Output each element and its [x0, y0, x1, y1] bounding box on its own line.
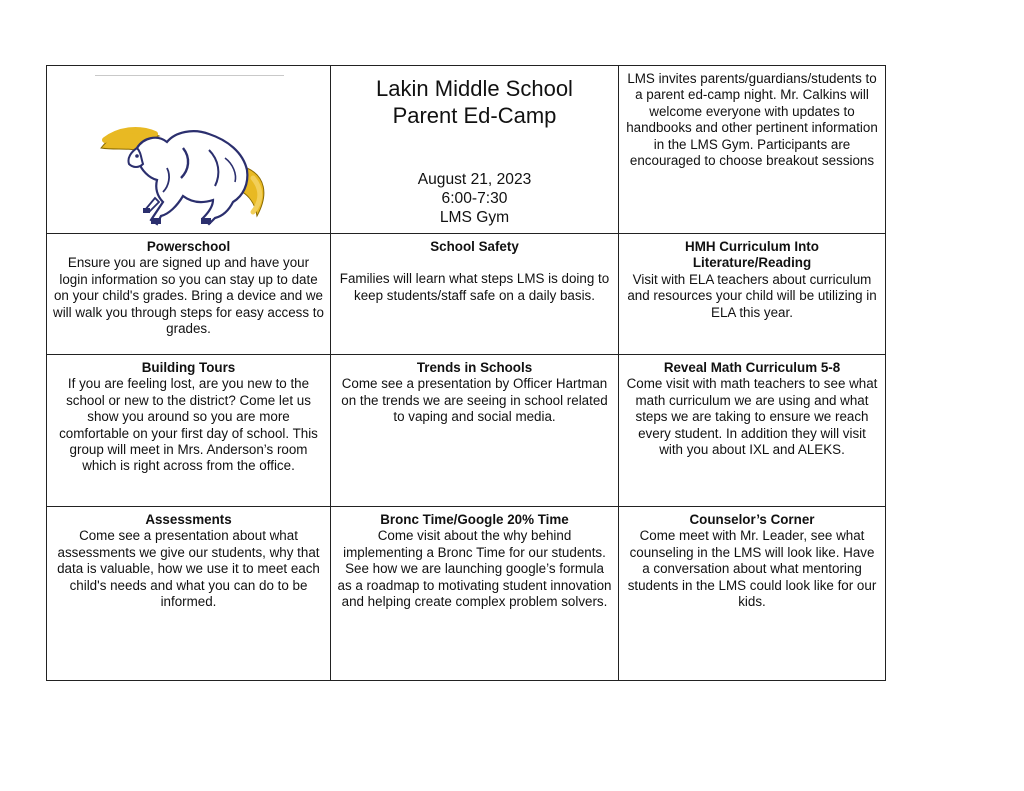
session-title: Bronc Time/Google 20% Time — [380, 512, 569, 527]
page-title: Lakin Middle School — [376, 76, 573, 101]
divider-line — [95, 75, 284, 76]
session-bronc-time — [331, 507, 619, 681]
session-title: Counselor’s Corner — [689, 512, 815, 527]
session-hmh-curriculum — [619, 234, 886, 355]
bronco-mascot-icon — [97, 98, 272, 228]
event-location: LMS Gym — [439, 209, 510, 226]
session-title: Reveal Math Curriculum 5-8 — [663, 360, 841, 375]
session-reveal-math — [619, 355, 886, 507]
event-date: August 21, 2023 — [417, 171, 532, 188]
session-powerschool — [47, 234, 331, 355]
logo-cell — [47, 66, 331, 234]
session-title: Assessments — [145, 512, 232, 527]
session-school-safety — [331, 234, 619, 355]
session-description: Ensure you are signed up and have your login information so you can stay up to date on your child's grades. Bring a device and we will walk you through steps for easy access to grades. — [53, 255, 324, 337]
session-description: Come see a presentation by Officer Hartman on the trends we are seeing in school related to vaping and social media. — [341, 376, 608, 425]
session-description: Visit with ELA teachers about curriculum and resources your child will be utilizing in ELA this year. — [627, 271, 877, 320]
session-description: Come visit with math teachers to see what math curriculum we are using and what steps we are taking to ensure we reach every student. In addition they will visit with you about IXL and ALEKS. — [626, 376, 878, 458]
flyer-table — [46, 65, 886, 681]
session-title: Powerschool — [146, 239, 231, 254]
page-subtitle: Parent Ed-Camp — [392, 103, 557, 128]
session-description: Come meet with Mr. Leader, see what counseling in the LMS will look like. Have a conversation about what mentoring students in the LMS could look like for our kids. — [627, 528, 877, 610]
session-description: Come visit about the why behind implementing a Bronc Time for our students. See how we are launching google’s formula as a roadmap to motivating student innovation and helping create complex problem solvers. — [337, 528, 612, 610]
session-description: Come see a presentation about what assessments we give our students, why that data is valuable, how we use it to meet each child's needs and what you can do to be informed. — [57, 528, 320, 610]
event-details — [331, 170, 618, 227]
session-description: Families will learn what steps LMS is doing to keep students/staff safe on a daily basis. — [339, 271, 610, 303]
intro-cell — [619, 66, 886, 234]
title-cell — [331, 66, 619, 234]
session-description: If you are feeling lost, are you new to the school or new to the district? Come let us show you around so you are more comfortable on your first day of school. This group will meet in Mrs. Anderson’s room which is right across from the office. — [59, 376, 318, 474]
session-title: HMH Curriculum Into Literature/Reading — [685, 239, 819, 271]
session-title: School Safety — [430, 239, 519, 254]
session-title: Trends in Schools — [416, 360, 533, 375]
session-assessments — [47, 507, 331, 681]
session-title: Building Tours — [141, 360, 236, 375]
session-building-tours — [47, 355, 331, 507]
session-trends-in-schools — [331, 355, 619, 507]
session-counselors-corner — [619, 507, 886, 681]
event-time: 6:00-7:30 — [441, 190, 508, 207]
intro-text: LMS invites parents/guardians/students to a parent ed-camp night. Mr. Calkins will welcome everyone with updates to handbooks and other pertinent information in the LMS Gym. Participants are encouraged to choose breakout sessions — [626, 71, 878, 169]
